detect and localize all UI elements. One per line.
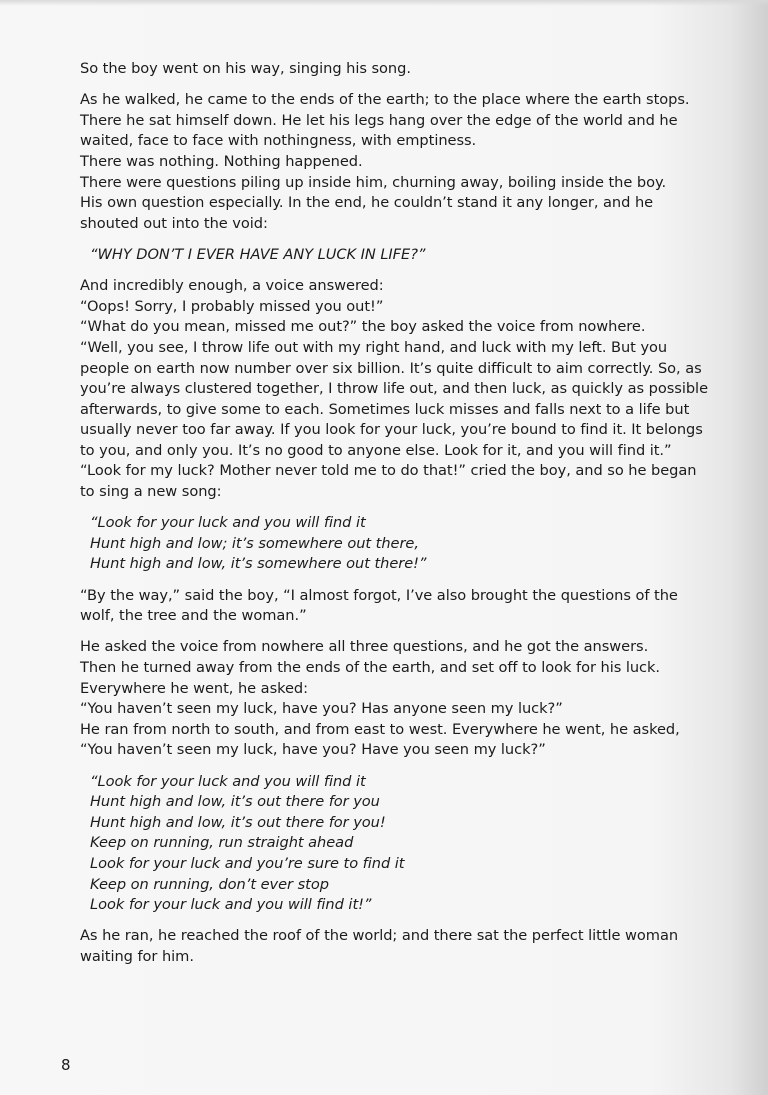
text-line: “By the way,” said the boy, “I almost forgot, I’ve also brought the questions of the: [80, 586, 678, 604]
text-line: to you, and only you. It’s no good to anyone else. Look for it, and you will find it.”: [80, 441, 672, 459]
text-line: Look for your luck and you’re sure to find it: [90, 854, 405, 872]
prose-paragraph: [80, 926, 720, 967]
prose-paragraph: [80, 59, 720, 80]
prose-paragraph: [80, 586, 720, 627]
scan-edge: [0, 0, 768, 6]
text-line: There were questions piling up inside him, churning away, boiling inside the boy.: [80, 173, 667, 191]
paragraph-gap: [80, 80, 720, 91]
text-line: “Look for your luck and you will find it: [90, 514, 366, 532]
text-line: afterwards, to give some to each. Sometimes luck misses and falls next to a life but: [80, 400, 690, 418]
paragraph-gap: [80, 503, 720, 514]
text-line: As he ran, he reached the roof of the world; and there sat the perfect little woman: [80, 927, 679, 945]
text-line: Keep on running, don’t ever stop: [90, 875, 329, 893]
text-line: “Look for your luck and you will find it: [90, 772, 366, 790]
text-line: Everywhere he went, he asked:: [80, 679, 309, 697]
text-line: “You haven’t seen my luck, have you? Has anyone seen my luck?”: [80, 700, 563, 718]
text-line: waiting for him.: [80, 947, 194, 965]
prose-paragraph: [80, 90, 720, 234]
paragraph-gap: [80, 266, 720, 277]
text-line: Hunt high and low, it’s out there for you!: [90, 813, 386, 831]
text-line: So the boy went on his way, singing his song.: [80, 60, 411, 77]
verse-paragraph: [80, 513, 720, 575]
text-line: you’re always clustered together, I throw life out, and then luck, as quickly as possible: [80, 380, 708, 398]
paragraph-gap: [80, 627, 720, 638]
text-line: And incredibly enough, a voice answered:: [80, 277, 384, 295]
text-line: usually never too far away. If you look for your luck, you’re bound to find it. It belongs: [80, 421, 703, 439]
text-line: “You haven’t seen my luck, have you? Have you seen my luck?”: [80, 741, 546, 759]
story-text: [80, 59, 720, 968]
text-line: wolf, the tree and the woman.”: [80, 607, 307, 625]
text-line: As he walked, he came to the ends of the earth; to the place where the earth stops.: [80, 91, 690, 109]
prose-paragraph: [80, 637, 720, 761]
text-line: shouted out into the void:: [80, 214, 268, 232]
text-line: people on earth now number over six billion. It’s quite difficult to aim correctly. So, as: [80, 359, 702, 377]
text-line: His own question especially. In the end, he couldn’t stand it any longer, and he: [80, 194, 654, 212]
text-line: “What do you mean, missed me out?” the boy asked the voice from nowhere.: [80, 318, 646, 336]
text-line: Hunt high and low, it’s out there for you: [90, 793, 380, 811]
text-line: He asked the voice from nowhere all three questions, and he got the answers.: [80, 638, 649, 656]
verse-paragraph: [80, 245, 720, 266]
text-line: “Look for my luck? Mother never told me to do that!” cried the boy, and so he began: [80, 462, 697, 480]
text-line: to sing a new song:: [80, 483, 222, 501]
verse-paragraph: [80, 772, 720, 916]
text-line: “Well, you see, I throw life out with my right hand, and luck with my left. But you: [80, 338, 668, 356]
text-line: “Oops! Sorry, I probably missed you out!”: [80, 297, 384, 315]
paragraph-gap: [80, 575, 720, 586]
text-line: Keep on running, run straight ahead: [90, 834, 354, 852]
paragraph-gap: [80, 916, 720, 927]
text-line: Hunt high and low, it’s somewhere out there!”: [90, 555, 427, 573]
text-line: Look for your luck and you will find it!”: [90, 896, 372, 914]
page-number: 8: [61, 1056, 71, 1074]
text-line: There was nothing. Nothing happened.: [80, 152, 363, 170]
paragraph-gap: [80, 234, 720, 245]
text-line: waited, face to face with nothingness, with emptiness.: [80, 132, 477, 150]
text-line: He ran from north to south, and from east to west. Everywhere he went, he asked,: [80, 720, 680, 738]
text-line: Hunt high and low; it’s somewhere out there,: [90, 534, 419, 552]
paragraph-gap: [80, 761, 720, 772]
text-line: “WHY DON’T I EVER HAVE ANY LUCK IN LIFE?”: [90, 245, 426, 263]
prose-paragraph: [80, 276, 720, 503]
text-line: There he sat himself down. He let his legs hang over the edge of the world and he: [80, 111, 678, 129]
text-line: Then he turned away from the ends of the earth, and set off to look for his luck.: [80, 659, 661, 676]
